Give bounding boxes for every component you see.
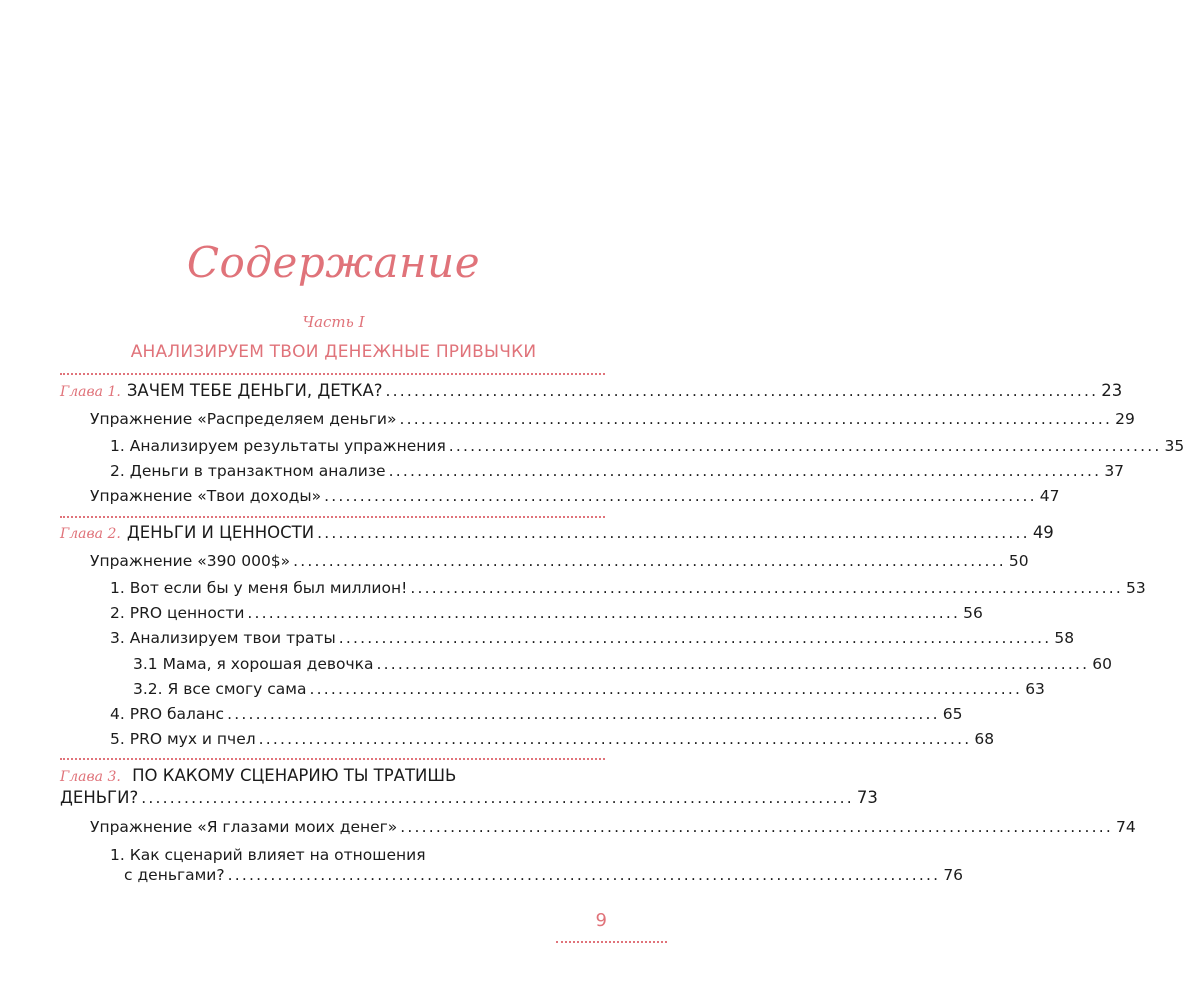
chapter-title-line-1: ПО КАКОМУ СЦЕНАРИЮ ТЫ ТРАТИШЬ bbox=[132, 766, 457, 785]
page-number: 49 bbox=[1032, 523, 1054, 542]
toc-entry[interactable] bbox=[110, 705, 963, 723]
dot-leader: .................................................................................................... bbox=[338, 629, 1052, 647]
section-separator bbox=[60, 516, 605, 518]
section-separator bbox=[60, 373, 605, 375]
toc-entry[interactable] bbox=[110, 579, 1146, 597]
toc-entry[interactable] bbox=[110, 437, 1184, 455]
entry-title: 2. Деньги в транзактном анализе bbox=[110, 462, 386, 480]
toc-entry[interactable] bbox=[90, 410, 1135, 428]
toc-entry[interactable] bbox=[133, 680, 1045, 698]
dot-leader: .................................................................................................... bbox=[400, 818, 1113, 836]
page-number: 50 bbox=[1008, 552, 1029, 570]
part-title: АНАЛИЗИРУЕМ ТВОИ ДЕНЕЖНЫЕ ПРИВЫЧКИ bbox=[130, 342, 537, 362]
dot-leader: .................................................................................................... bbox=[317, 524, 1030, 542]
dot-leader: .................................................................................................... bbox=[385, 382, 1099, 400]
page-number: 76 bbox=[943, 866, 964, 884]
chapter-title: ЗАЧЕМ ТЕБЕ ДЕНЬГИ, ДЕТКА? bbox=[126, 381, 383, 400]
entry-title: 3.2. Я все смогу сама bbox=[133, 680, 307, 698]
page-title: Содержание bbox=[186, 238, 481, 287]
toc-entry[interactable] bbox=[110, 462, 1125, 480]
chapter-label: Глава 3. bbox=[60, 769, 121, 785]
entry-title: 2. PRO ценности bbox=[110, 604, 245, 622]
entry-title: Упражнение «Твои доходы» bbox=[90, 487, 322, 505]
entry-title: 1. Анализируем результаты упражнения bbox=[110, 437, 446, 455]
page-number: 63 bbox=[1025, 680, 1045, 698]
entry-title: 1. Вот если бы у меня был миллион! bbox=[110, 579, 408, 597]
dot-leader: .................................................................................................... bbox=[227, 866, 941, 884]
chapter-label: Глава 2. bbox=[60, 526, 121, 542]
entry-title: 3. Анализируем твои траты bbox=[110, 629, 336, 647]
page-number: 73 bbox=[856, 788, 878, 807]
chapter-title: ДЕНЬГИ И ЦЕННОСТИ bbox=[126, 523, 315, 542]
dot-leader: .................................................................................................... bbox=[399, 410, 1113, 428]
entry-title: Упражнение «390 000$» bbox=[90, 552, 291, 570]
dot-leader: .................................................................................................... bbox=[448, 437, 1162, 455]
toc-entry[interactable] bbox=[133, 655, 1112, 673]
dot-leader: .................................................................................................... bbox=[324, 487, 1037, 505]
toc-chapter-1[interactable] bbox=[60, 381, 1123, 400]
dot-leader: .................................................................................................... bbox=[247, 604, 961, 622]
toc-entry[interactable] bbox=[110, 846, 426, 864]
page-number: 37 bbox=[1104, 462, 1125, 480]
folio-page-number: 9 bbox=[595, 910, 607, 931]
entry-title: Упражнение «Распределяем деньги» bbox=[90, 410, 397, 428]
dot-leader: .................................................................................................... bbox=[227, 705, 940, 723]
page-number: 29 bbox=[1115, 410, 1135, 428]
dot-leader: .................................................................................................... bbox=[141, 789, 854, 807]
toc-entry[interactable] bbox=[90, 487, 1060, 505]
toc-entry[interactable] bbox=[90, 818, 1136, 836]
dot-leader: .................................................................................................... bbox=[376, 655, 1090, 673]
page-number: 56 bbox=[963, 604, 983, 622]
dot-leader: .................................................................................................... bbox=[309, 680, 1023, 698]
page-number: 47 bbox=[1039, 487, 1060, 505]
toc-entry[interactable] bbox=[110, 604, 983, 622]
toc-chapter-3-continued[interactable] bbox=[60, 788, 878, 807]
entry-title: 3.1 Мама, я хорошая девочка bbox=[133, 655, 374, 673]
page-number: 60 bbox=[1092, 655, 1112, 673]
chapter-label: Глава 1. bbox=[60, 384, 121, 400]
toc-chapter-2[interactable] bbox=[60, 523, 1054, 542]
page-number: 35 bbox=[1164, 437, 1184, 455]
entry-title: 5. PRO мух и пчел bbox=[110, 730, 256, 748]
toc-entry-continued[interactable] bbox=[124, 866, 964, 884]
entry-title: Упражнение «Я глазами моих денег» bbox=[90, 818, 398, 836]
toc-entry[interactable] bbox=[90, 552, 1029, 570]
dot-leader: .................................................................................................... bbox=[410, 579, 1124, 597]
part-label: Часть I bbox=[302, 313, 365, 331]
entry-title-line-1: 1. Как сценарий влияет на отношения bbox=[110, 846, 426, 864]
page-number: 23 bbox=[1101, 381, 1123, 400]
page-number: 53 bbox=[1126, 579, 1146, 597]
entry-title: 4. PRO баланс bbox=[110, 705, 225, 723]
folio-rule bbox=[556, 941, 667, 943]
toc-entry[interactable] bbox=[110, 730, 995, 748]
page-number: 74 bbox=[1116, 818, 1136, 836]
page-number: 65 bbox=[942, 705, 963, 723]
dot-leader: .................................................................................................... bbox=[258, 730, 972, 748]
toc-chapter-3[interactable] bbox=[60, 766, 456, 785]
page-number: 58 bbox=[1054, 629, 1075, 647]
section-separator bbox=[60, 758, 605, 760]
entry-title-line-2: с деньгами? bbox=[124, 866, 225, 884]
page-number: 68 bbox=[974, 730, 995, 748]
toc-entry[interactable] bbox=[110, 629, 1075, 647]
dot-leader: .................................................................................................... bbox=[388, 462, 1102, 480]
dot-leader: .................................................................................................... bbox=[293, 552, 1006, 570]
chapter-title-line-2: ДЕНЬГИ? bbox=[60, 788, 139, 807]
